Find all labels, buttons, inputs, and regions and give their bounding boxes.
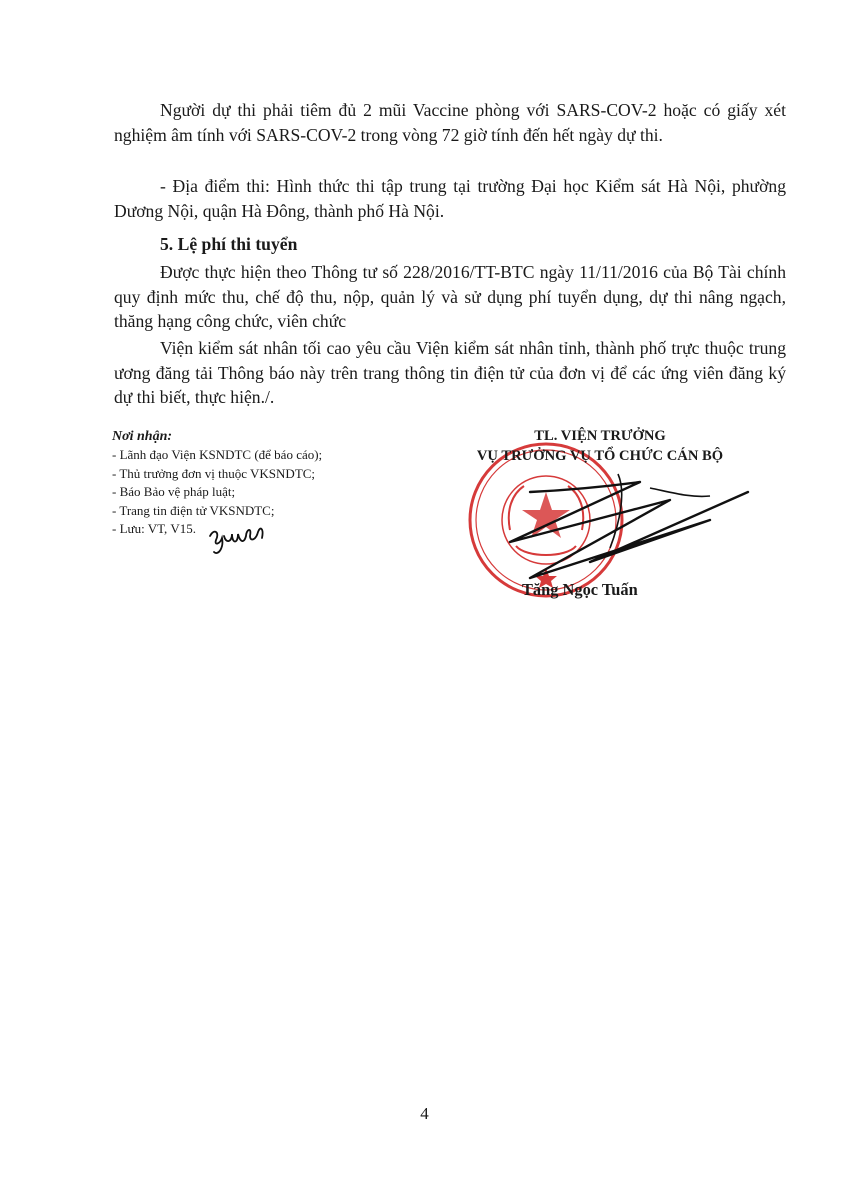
recipients-title: Nơi nhận:	[112, 429, 173, 444]
initials-scribble	[206, 522, 272, 558]
page-number: 4	[420, 1104, 429, 1123]
paragraph-exam-location: - Địa điểm thi: Hình thức thi tập trung tại trường Đại học Kiểm sát Hà Nội, phường Dương Nội, quận Hà Đông, thành phố Hà Nội.	[114, 176, 786, 221]
signer-line-2: VỤ TRƯỞNG VỤ TỔ CHỨC CÁN BỘ	[476, 448, 724, 464]
handwritten-signature	[470, 452, 770, 592]
recipient-item: - Báo Bảo vệ pháp luật;	[112, 484, 236, 500]
recipient-item: - Thủ trưởng đơn vị thuộc VKSNDTC;	[112, 465, 316, 481]
paragraph-publication-request: Viện kiểm sát nhân tối cao yêu cầu Viện kiểm sát nhân tỉnh, thành phố trực thuộc trung ương đăng tải Thông báo này trên trang thông tin điện tử của đơn vị để các ứng viên đăng ký dự thi biết, thực hiện./.	[114, 338, 786, 407]
signer-line-1: TL. VIỆN TRƯỞNG	[534, 428, 666, 444]
recipient-item: - Trang tin điện tử VKSNDTC;	[112, 502, 275, 518]
recipient-item: - Lưu: VT, V15.	[112, 521, 196, 537]
recipient-item: - Lãnh đạo Viện KSNDTC (để báo cáo);	[112, 447, 323, 463]
paragraph-vaccine-requirement: Người dự thi phải tiêm đủ 2 mũi Vaccine phòng với SARS-COV-2 hoặc có giấy xét nghiệm âm tính với SARS-COV-2 trong vòng 72 giờ tính đến hết ngày dự thi.	[114, 100, 786, 145]
heading-exam-fee: 5. Lệ phí thi tuyển	[160, 234, 298, 254]
paragraph-exam-fee: Được thực hiện theo Thông tư số 228/2016/TT-BTC ngày 11/11/2016 của Bộ Tài chính quy định mức thu, chế độ thu, nộp, quản lý và sử dụng phí tuyển dụng, dự thi nâng ngạch, thăng hạng công chức, viên chức	[114, 262, 786, 331]
signer-name: Tăng Ngọc Tuấn	[522, 580, 638, 599]
